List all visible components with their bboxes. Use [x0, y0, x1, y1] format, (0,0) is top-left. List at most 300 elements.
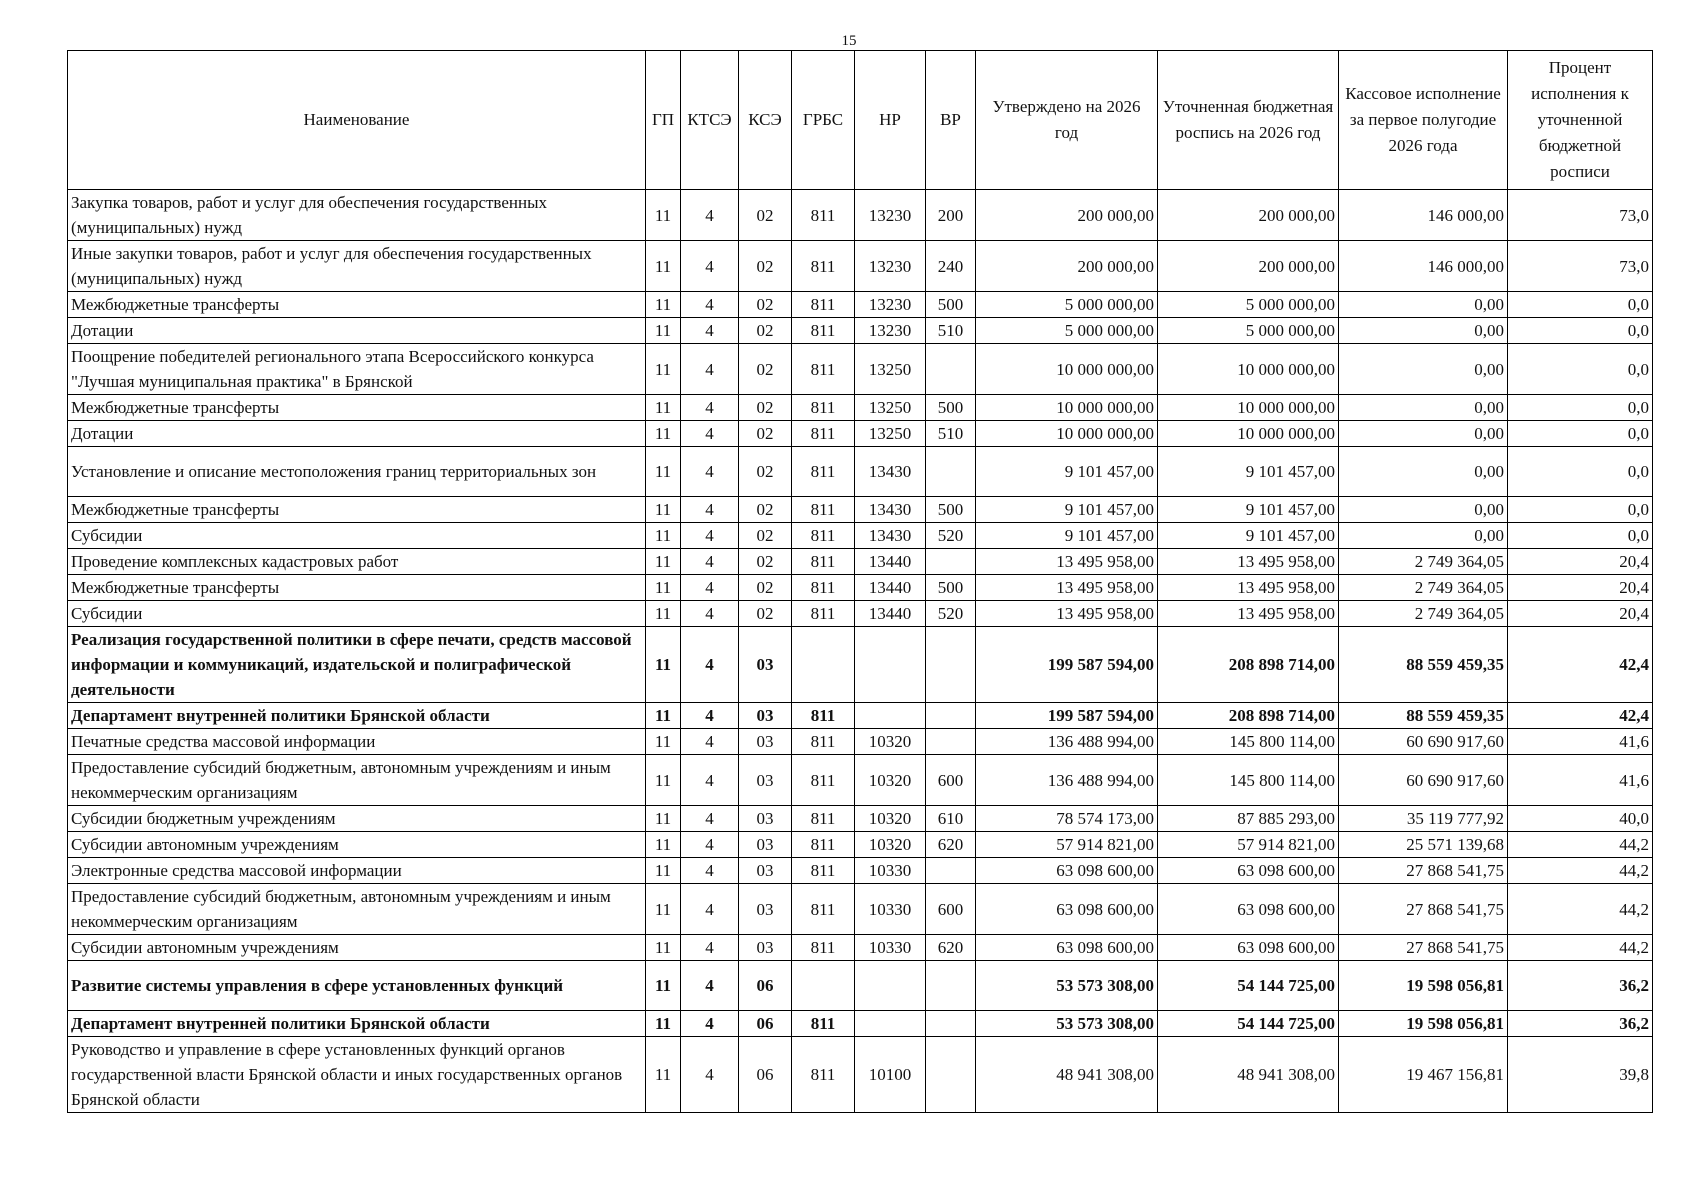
- table-row: [68, 549, 1653, 575]
- cell-executed: 2 749 364,05: [1339, 575, 1508, 601]
- cell-percent: 0,0: [1508, 523, 1653, 549]
- header-kse: КСЭ: [739, 51, 792, 190]
- cell-percent: 20,4: [1508, 549, 1653, 575]
- cell-refined: 9 101 457,00: [1158, 447, 1339, 497]
- cell-grbs: 811: [792, 549, 855, 575]
- cell-vr: [926, 1037, 976, 1113]
- cell-gp: 11: [646, 755, 681, 806]
- cell-name: Печатные средства массовой информации: [68, 729, 646, 755]
- cell-name: Межбюджетные трансферты: [68, 395, 646, 421]
- cell-gp: 11: [646, 1037, 681, 1113]
- table-row: [68, 935, 1653, 961]
- cell-refined: 13 495 958,00: [1158, 549, 1339, 575]
- cell-kse: 02: [739, 575, 792, 601]
- cell-refined: 10 000 000,00: [1158, 421, 1339, 447]
- cell-refined: 10 000 000,00: [1158, 344, 1339, 395]
- cell-approved: 13 495 958,00: [976, 549, 1158, 575]
- cell-ktse: 4: [681, 292, 739, 318]
- cell-nr: 10320: [855, 832, 926, 858]
- cell-grbs: 811: [792, 190, 855, 241]
- cell-name: Закупка товаров, работ и услуг для обеспечения государственных (муниципальных) нужд: [68, 190, 646, 241]
- cell-gp: 11: [646, 884, 681, 935]
- cell-approved: 9 101 457,00: [976, 497, 1158, 523]
- cell-refined: 63 098 600,00: [1158, 884, 1339, 935]
- cell-refined: 208 898 714,00: [1158, 703, 1339, 729]
- table-row: [68, 961, 1653, 1011]
- cell-gp: 11: [646, 627, 681, 703]
- cell-name: Департамент внутренней политики Брянской области: [68, 1011, 646, 1037]
- table-row: [68, 884, 1653, 935]
- cell-nr: [855, 961, 926, 1011]
- cell-vr: [926, 703, 976, 729]
- cell-name: Субсидии: [68, 601, 646, 627]
- cell-grbs: 811: [792, 421, 855, 447]
- cell-nr: [855, 627, 926, 703]
- cell-executed: 0,00: [1339, 395, 1508, 421]
- cell-executed: 2 749 364,05: [1339, 601, 1508, 627]
- cell-grbs: 811: [792, 1011, 855, 1037]
- cell-name: Субсидии бюджетным учреждениям: [68, 806, 646, 832]
- table-row: [68, 344, 1653, 395]
- cell-gp: 11: [646, 832, 681, 858]
- cell-vr: 520: [926, 523, 976, 549]
- table-row: [68, 627, 1653, 703]
- cell-executed: 0,00: [1339, 523, 1508, 549]
- cell-executed: 0,00: [1339, 421, 1508, 447]
- table-row: [68, 858, 1653, 884]
- cell-grbs: 811: [792, 729, 855, 755]
- table-header-row: [68, 51, 1653, 190]
- cell-kse: 02: [739, 421, 792, 447]
- header-ktse: КТСЭ: [681, 51, 739, 190]
- cell-gp: 11: [646, 241, 681, 292]
- cell-grbs: 811: [792, 241, 855, 292]
- cell-nr: 10100: [855, 1037, 926, 1113]
- cell-executed: 0,00: [1339, 497, 1508, 523]
- cell-vr: 500: [926, 395, 976, 421]
- cell-name: Установление и описание местоположения границ территориальных зон: [68, 447, 646, 497]
- cell-gp: 11: [646, 395, 681, 421]
- cell-ktse: 4: [681, 549, 739, 575]
- table-row: [68, 190, 1653, 241]
- cell-gp: 11: [646, 549, 681, 575]
- cell-percent: 40,0: [1508, 806, 1653, 832]
- cell-kse: 03: [739, 935, 792, 961]
- cell-ktse: 4: [681, 1037, 739, 1113]
- cell-refined: 57 914 821,00: [1158, 832, 1339, 858]
- cell-ktse: 4: [681, 421, 739, 447]
- cell-nr: 13230: [855, 241, 926, 292]
- cell-refined: 9 101 457,00: [1158, 523, 1339, 549]
- cell-executed: 35 119 777,92: [1339, 806, 1508, 832]
- cell-nr: 13440: [855, 549, 926, 575]
- cell-refined: 200 000,00: [1158, 190, 1339, 241]
- cell-vr: 520: [926, 601, 976, 627]
- cell-percent: 0,0: [1508, 421, 1653, 447]
- header-executed: Кассовое исполнение за первое полугодие 2026 года: [1339, 51, 1508, 190]
- cell-gp: 11: [646, 190, 681, 241]
- cell-approved: 13 495 958,00: [976, 575, 1158, 601]
- cell-vr: 500: [926, 575, 976, 601]
- cell-name: Межбюджетные трансферты: [68, 292, 646, 318]
- cell-gp: 11: [646, 858, 681, 884]
- cell-executed: 88 559 459,35: [1339, 627, 1508, 703]
- cell-ktse: 4: [681, 961, 739, 1011]
- cell-kse: 02: [739, 190, 792, 241]
- cell-approved: 199 587 594,00: [976, 703, 1158, 729]
- cell-vr: [926, 961, 976, 1011]
- cell-kse: 02: [739, 318, 792, 344]
- cell-vr: 610: [926, 806, 976, 832]
- cell-approved: 5 000 000,00: [976, 318, 1158, 344]
- cell-percent: 36,2: [1508, 1011, 1653, 1037]
- cell-approved: 10 000 000,00: [976, 421, 1158, 447]
- cell-name: Предоставление субсидий бюджетным, автономным учреждениям и иным некоммерческим организациям: [68, 884, 646, 935]
- cell-grbs: 811: [792, 806, 855, 832]
- cell-kse: 03: [739, 806, 792, 832]
- cell-kse: 02: [739, 549, 792, 575]
- cell-nr: [855, 1011, 926, 1037]
- cell-vr: [926, 627, 976, 703]
- cell-percent: 42,4: [1508, 627, 1653, 703]
- cell-nr: 13230: [855, 190, 926, 241]
- cell-kse: 03: [739, 729, 792, 755]
- cell-nr: 13430: [855, 523, 926, 549]
- cell-gp: 11: [646, 935, 681, 961]
- cell-executed: 0,00: [1339, 447, 1508, 497]
- cell-percent: 20,4: [1508, 575, 1653, 601]
- cell-kse: 02: [739, 497, 792, 523]
- cell-percent: 0,0: [1508, 497, 1653, 523]
- cell-name: Развитие системы управления в сфере установленных функций: [68, 961, 646, 1011]
- cell-kse: 02: [739, 447, 792, 497]
- cell-approved: 48 941 308,00: [976, 1037, 1158, 1113]
- cell-nr: 13440: [855, 601, 926, 627]
- cell-name: Субсидии автономным учреждениям: [68, 935, 646, 961]
- header-approved: Утверждено на 2026 год: [976, 51, 1158, 190]
- cell-executed: 0,00: [1339, 292, 1508, 318]
- cell-name: Дотации: [68, 318, 646, 344]
- cell-refined: 48 941 308,00: [1158, 1037, 1339, 1113]
- cell-executed: 146 000,00: [1339, 190, 1508, 241]
- cell-gp: 11: [646, 601, 681, 627]
- cell-vr: [926, 729, 976, 755]
- cell-ktse: 4: [681, 601, 739, 627]
- cell-vr: 620: [926, 935, 976, 961]
- cell-kse: 02: [739, 601, 792, 627]
- table-row: [68, 241, 1653, 292]
- cell-gp: 11: [646, 318, 681, 344]
- cell-nr: 10320: [855, 806, 926, 832]
- cell-nr: 10330: [855, 858, 926, 884]
- cell-ktse: 4: [681, 523, 739, 549]
- cell-name: Департамент внутренней политики Брянской области: [68, 703, 646, 729]
- cell-percent: 44,2: [1508, 884, 1653, 935]
- cell-percent: 41,6: [1508, 729, 1653, 755]
- header-nr: НР: [855, 51, 926, 190]
- cell-grbs: 811: [792, 1037, 855, 1113]
- cell-percent: 20,4: [1508, 601, 1653, 627]
- cell-approved: 200 000,00: [976, 190, 1158, 241]
- cell-name: Реализация государственной политики в сфере печати, средств массовой информации и коммуникаций, издательской и полиграфической деятельности: [68, 627, 646, 703]
- cell-gp: 11: [646, 523, 681, 549]
- cell-nr: 13230: [855, 292, 926, 318]
- cell-approved: 53 573 308,00: [976, 961, 1158, 1011]
- cell-kse: 03: [739, 627, 792, 703]
- cell-ktse: 4: [681, 1011, 739, 1037]
- cell-grbs: 811: [792, 601, 855, 627]
- cell-refined: 10 000 000,00: [1158, 395, 1339, 421]
- cell-kse: 02: [739, 344, 792, 395]
- table-row: [68, 601, 1653, 627]
- cell-gp: 11: [646, 497, 681, 523]
- cell-vr: [926, 858, 976, 884]
- table-row: [68, 292, 1653, 318]
- cell-ktse: 4: [681, 703, 739, 729]
- cell-gp: 11: [646, 344, 681, 395]
- cell-grbs: [792, 961, 855, 1011]
- table-row: [68, 755, 1653, 806]
- cell-ktse: 4: [681, 806, 739, 832]
- table-row: [68, 1037, 1653, 1113]
- cell-kse: 03: [739, 832, 792, 858]
- cell-kse: 02: [739, 395, 792, 421]
- cell-vr: [926, 549, 976, 575]
- cell-grbs: 811: [792, 832, 855, 858]
- cell-nr: 13440: [855, 575, 926, 601]
- cell-vr: 620: [926, 832, 976, 858]
- cell-refined: 5 000 000,00: [1158, 318, 1339, 344]
- cell-nr: 10320: [855, 755, 926, 806]
- cell-percent: 44,2: [1508, 935, 1653, 961]
- cell-kse: 03: [739, 755, 792, 806]
- cell-approved: 53 573 308,00: [976, 1011, 1158, 1037]
- cell-nr: 13230: [855, 318, 926, 344]
- cell-refined: 54 144 725,00: [1158, 1011, 1339, 1037]
- table-row: [68, 523, 1653, 549]
- cell-vr: 200: [926, 190, 976, 241]
- cell-approved: 10 000 000,00: [976, 395, 1158, 421]
- cell-nr: 13250: [855, 395, 926, 421]
- cell-executed: 60 690 917,60: [1339, 729, 1508, 755]
- cell-name: Проведение комплексных кадастровых работ: [68, 549, 646, 575]
- cell-vr: 500: [926, 497, 976, 523]
- cell-ktse: 4: [681, 575, 739, 601]
- cell-vr: 600: [926, 755, 976, 806]
- cell-vr: 240: [926, 241, 976, 292]
- cell-approved: 13 495 958,00: [976, 601, 1158, 627]
- cell-gp: 11: [646, 806, 681, 832]
- cell-name: Предоставление субсидий бюджетным, автономным учреждениям и иным некоммерческим организациям: [68, 755, 646, 806]
- cell-kse: 02: [739, 292, 792, 318]
- cell-percent: 44,2: [1508, 832, 1653, 858]
- cell-percent: 42,4: [1508, 703, 1653, 729]
- cell-grbs: 811: [792, 447, 855, 497]
- cell-approved: 136 488 994,00: [976, 755, 1158, 806]
- cell-percent: 0,0: [1508, 292, 1653, 318]
- cell-approved: 78 574 173,00: [976, 806, 1158, 832]
- cell-name: Межбюджетные трансферты: [68, 575, 646, 601]
- cell-percent: 39,8: [1508, 1037, 1653, 1113]
- cell-approved: 63 098 600,00: [976, 935, 1158, 961]
- cell-approved: 9 101 457,00: [976, 523, 1158, 549]
- cell-ktse: 4: [681, 729, 739, 755]
- cell-approved: 136 488 994,00: [976, 729, 1158, 755]
- cell-executed: 0,00: [1339, 318, 1508, 344]
- cell-refined: 63 098 600,00: [1158, 858, 1339, 884]
- cell-nr: 13430: [855, 447, 926, 497]
- cell-kse: 02: [739, 523, 792, 549]
- cell-grbs: 811: [792, 575, 855, 601]
- cell-refined: 87 885 293,00: [1158, 806, 1339, 832]
- cell-executed: 2 749 364,05: [1339, 549, 1508, 575]
- cell-grbs: 811: [792, 935, 855, 961]
- cell-grbs: 811: [792, 755, 855, 806]
- table-row: [68, 729, 1653, 755]
- cell-kse: 03: [739, 884, 792, 935]
- cell-kse: 02: [739, 241, 792, 292]
- cell-ktse: 4: [681, 447, 739, 497]
- cell-refined: 145 800 114,00: [1158, 729, 1339, 755]
- cell-grbs: 811: [792, 344, 855, 395]
- cell-grbs: 811: [792, 523, 855, 549]
- table-row: [68, 421, 1653, 447]
- cell-approved: 63 098 600,00: [976, 884, 1158, 935]
- cell-executed: 25 571 139,68: [1339, 832, 1508, 858]
- cell-gp: 11: [646, 292, 681, 318]
- cell-refined: 54 144 725,00: [1158, 961, 1339, 1011]
- table-row: [68, 703, 1653, 729]
- cell-percent: 0,0: [1508, 447, 1653, 497]
- page-number: 15: [841, 33, 857, 49]
- cell-gp: 11: [646, 1011, 681, 1037]
- cell-refined: 63 098 600,00: [1158, 935, 1339, 961]
- cell-ktse: 4: [681, 190, 739, 241]
- cell-vr: 510: [926, 318, 976, 344]
- table-row: [68, 806, 1653, 832]
- cell-kse: 03: [739, 703, 792, 729]
- cell-refined: 9 101 457,00: [1158, 497, 1339, 523]
- header-gp: ГП: [646, 51, 681, 190]
- cell-refined: 208 898 714,00: [1158, 627, 1339, 703]
- cell-gp: 11: [646, 961, 681, 1011]
- table-row: [68, 832, 1653, 858]
- table-row: [68, 575, 1653, 601]
- cell-kse: 06: [739, 1011, 792, 1037]
- table-row: [68, 395, 1653, 421]
- cell-refined: 200 000,00: [1158, 241, 1339, 292]
- table-body: [68, 190, 1653, 1113]
- cell-approved: 63 098 600,00: [976, 858, 1158, 884]
- cell-ktse: 4: [681, 627, 739, 703]
- cell-vr: [926, 1011, 976, 1037]
- cell-vr: 600: [926, 884, 976, 935]
- cell-nr: 13430: [855, 497, 926, 523]
- cell-name: Субсидии автономным учреждениям: [68, 832, 646, 858]
- cell-percent: 0,0: [1508, 395, 1653, 421]
- cell-ktse: 4: [681, 318, 739, 344]
- cell-kse: 06: [739, 961, 792, 1011]
- cell-percent: 41,6: [1508, 755, 1653, 806]
- cell-approved: 5 000 000,00: [976, 292, 1158, 318]
- cell-executed: 88 559 459,35: [1339, 703, 1508, 729]
- cell-executed: 27 868 541,75: [1339, 884, 1508, 935]
- cell-percent: 73,0: [1508, 241, 1653, 292]
- table-row: [68, 318, 1653, 344]
- cell-approved: 57 914 821,00: [976, 832, 1158, 858]
- cell-grbs: 811: [792, 497, 855, 523]
- cell-executed: 19 598 056,81: [1339, 961, 1508, 1011]
- cell-executed: 27 868 541,75: [1339, 935, 1508, 961]
- cell-gp: 11: [646, 421, 681, 447]
- cell-percent: 44,2: [1508, 858, 1653, 884]
- cell-executed: 19 467 156,81: [1339, 1037, 1508, 1113]
- cell-grbs: [792, 627, 855, 703]
- cell-grbs: 811: [792, 858, 855, 884]
- cell-name: Поощрение победителей регионального этапа Всероссийского конкурса "Лучшая муниципальная практика" в Брянской: [68, 344, 646, 395]
- cell-executed: 27 868 541,75: [1339, 858, 1508, 884]
- cell-nr: [855, 703, 926, 729]
- table-row: [68, 447, 1653, 497]
- cell-refined: 5 000 000,00: [1158, 292, 1339, 318]
- cell-vr: 510: [926, 421, 976, 447]
- cell-nr: 10320: [855, 729, 926, 755]
- cell-refined: 13 495 958,00: [1158, 601, 1339, 627]
- table-row: [68, 497, 1653, 523]
- cell-approved: 200 000,00: [976, 241, 1158, 292]
- cell-gp: 11: [646, 703, 681, 729]
- cell-ktse: 4: [681, 832, 739, 858]
- cell-nr: 13250: [855, 344, 926, 395]
- cell-executed: 0,00: [1339, 344, 1508, 395]
- header-name: Наименование: [68, 51, 646, 190]
- cell-name: Дотации: [68, 421, 646, 447]
- cell-gp: 11: [646, 729, 681, 755]
- cell-grbs: 811: [792, 318, 855, 344]
- cell-vr: [926, 447, 976, 497]
- table-row: [68, 1011, 1653, 1037]
- header-vr: ВР: [926, 51, 976, 190]
- cell-name: Руководство и управление в сфере установленных функций органов государственной власти Брянской области и иных государственных органов Брянской области: [68, 1037, 646, 1113]
- cell-percent: 73,0: [1508, 190, 1653, 241]
- cell-executed: 60 690 917,60: [1339, 755, 1508, 806]
- cell-approved: 199 587 594,00: [976, 627, 1158, 703]
- cell-grbs: 811: [792, 395, 855, 421]
- cell-grbs: 811: [792, 292, 855, 318]
- cell-ktse: 4: [681, 935, 739, 961]
- cell-name: Субсидии: [68, 523, 646, 549]
- header-percent: Процент исполнения к уточненной бюджетной росписи: [1508, 51, 1653, 190]
- cell-ktse: 4: [681, 858, 739, 884]
- cell-percent: 0,0: [1508, 318, 1653, 344]
- cell-nr: 13250: [855, 421, 926, 447]
- cell-ktse: 4: [681, 755, 739, 806]
- cell-refined: 145 800 114,00: [1158, 755, 1339, 806]
- cell-name: Иные закупки товаров, работ и услуг для обеспечения государственных (муниципальных) нужд: [68, 241, 646, 292]
- budget-table: [67, 50, 1653, 1113]
- cell-ktse: 4: [681, 344, 739, 395]
- cell-nr: 10330: [855, 935, 926, 961]
- cell-percent: 36,2: [1508, 961, 1653, 1011]
- cell-name: Межбюджетные трансферты: [68, 497, 646, 523]
- cell-refined: 13 495 958,00: [1158, 575, 1339, 601]
- cell-ktse: 4: [681, 497, 739, 523]
- cell-kse: 03: [739, 858, 792, 884]
- header-grbs: ГРБС: [792, 51, 855, 190]
- cell-kse: 06: [739, 1037, 792, 1113]
- cell-gp: 11: [646, 447, 681, 497]
- cell-ktse: 4: [681, 241, 739, 292]
